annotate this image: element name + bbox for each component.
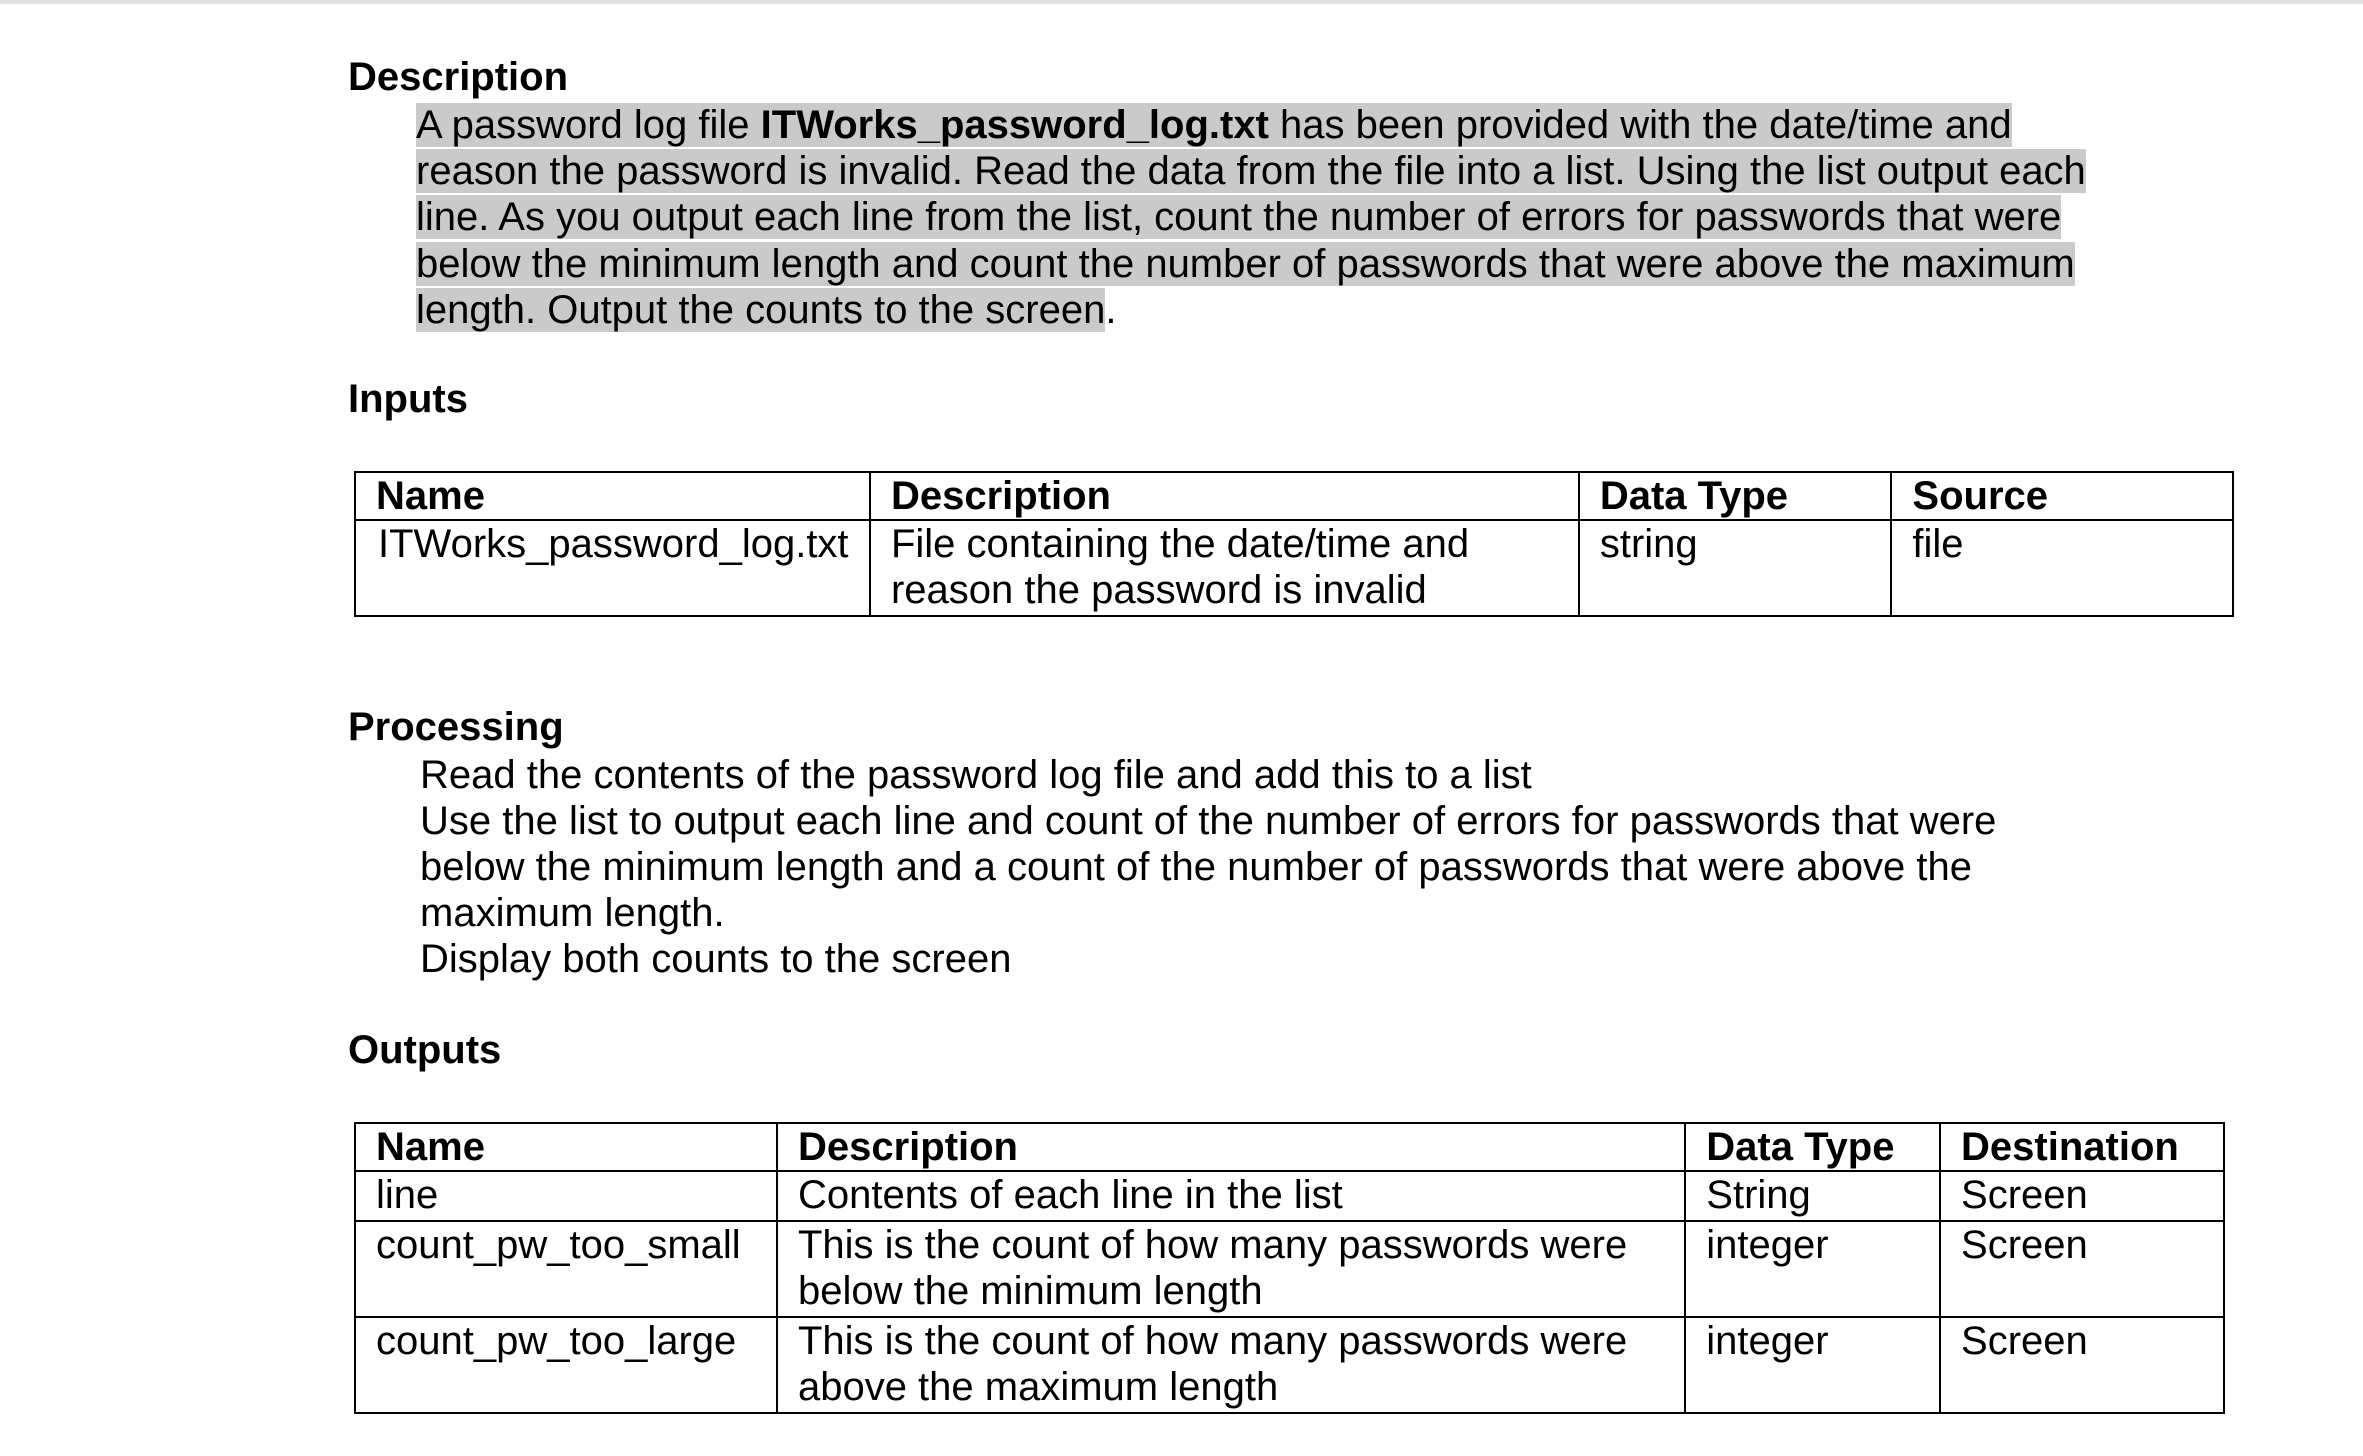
inputs-header-row [355,472,2233,520]
description-filename: ITWorks_password_log.txt [760,103,1269,147]
table-row [355,1221,2224,1317]
output-name-cell: count_pw_too_large [355,1317,777,1413]
output-name-cell: line [355,1171,777,1221]
output-data-type-cell: integer [1685,1317,1940,1413]
outputs-col-name: Name [355,1123,777,1171]
outputs-heading: Outputs [348,1028,502,1072]
output-data-type-cell: String [1685,1171,1940,1221]
inputs-heading: Inputs [348,377,468,421]
output-description-cell: This is the count of how many passwords were above the maximum length [777,1317,1685,1413]
inputs-col-name: Name [355,472,870,520]
description-text-end: . [1105,287,1117,332]
output-destination-cell: Screen [1940,1221,2224,1317]
description-paragraph[interactable] [416,102,2096,333]
outputs-col-destination: Destination [1940,1123,2224,1171]
output-destination-cell: Screen [1940,1171,2224,1221]
inputs-table [354,471,2234,617]
input-data-type-cell: string [1579,520,1892,616]
table-row [355,1171,2224,1221]
inputs-col-description: Description [870,472,1579,520]
outputs-col-description: Description [777,1123,1685,1171]
description-heading: Description [348,55,569,99]
output-data-type-cell: integer [1685,1221,1940,1317]
description-text-after: has been provided with the date/time and reason the password is invalid. Read the data from the file into a list. Using the list output each line. As you output each line from the list, count the number of errors for passwords that were below the minimum length and count the number of passwords that were above the maximum length. Output the counts to the screen [416,103,2086,332]
input-description-cell: File containing the date/time and reason the password is invalid [870,520,1579,616]
input-name-cell: ITWorks_password_log.txt [355,520,870,616]
processing-step: Use the list to output each line and count of the number of errors for passwords that were below the minimum length and a count of the number of passwords that were above the maximum length. [420,799,1997,935]
processing-list [420,752,2040,982]
table-row [355,1317,2224,1413]
output-description-cell: Contents of each line in the list [777,1171,1685,1221]
input-source-cell: file [1891,520,2233,616]
inputs-col-data-type: Data Type [1579,472,1892,520]
description-text-before: A password log file [416,103,761,147]
selected-text[interactable] [416,103,2086,332]
outputs-header-row [355,1123,2224,1171]
output-destination-cell: Screen [1940,1317,2224,1413]
outputs-col-data-type: Data Type [1685,1123,1940,1171]
inputs-col-source: Source [1891,472,2233,520]
output-description-cell: This is the count of how many passwords were below the minimum length [777,1221,1685,1317]
processing-step: Read the contents of the password log file and add this to a list [420,753,1532,797]
table-row [355,520,2233,616]
processing-heading: Processing [348,705,564,749]
outputs-table [354,1122,2225,1414]
processing-step: Display both counts to the screen [420,937,1012,981]
output-name-cell: count_pw_too_small [355,1221,777,1317]
